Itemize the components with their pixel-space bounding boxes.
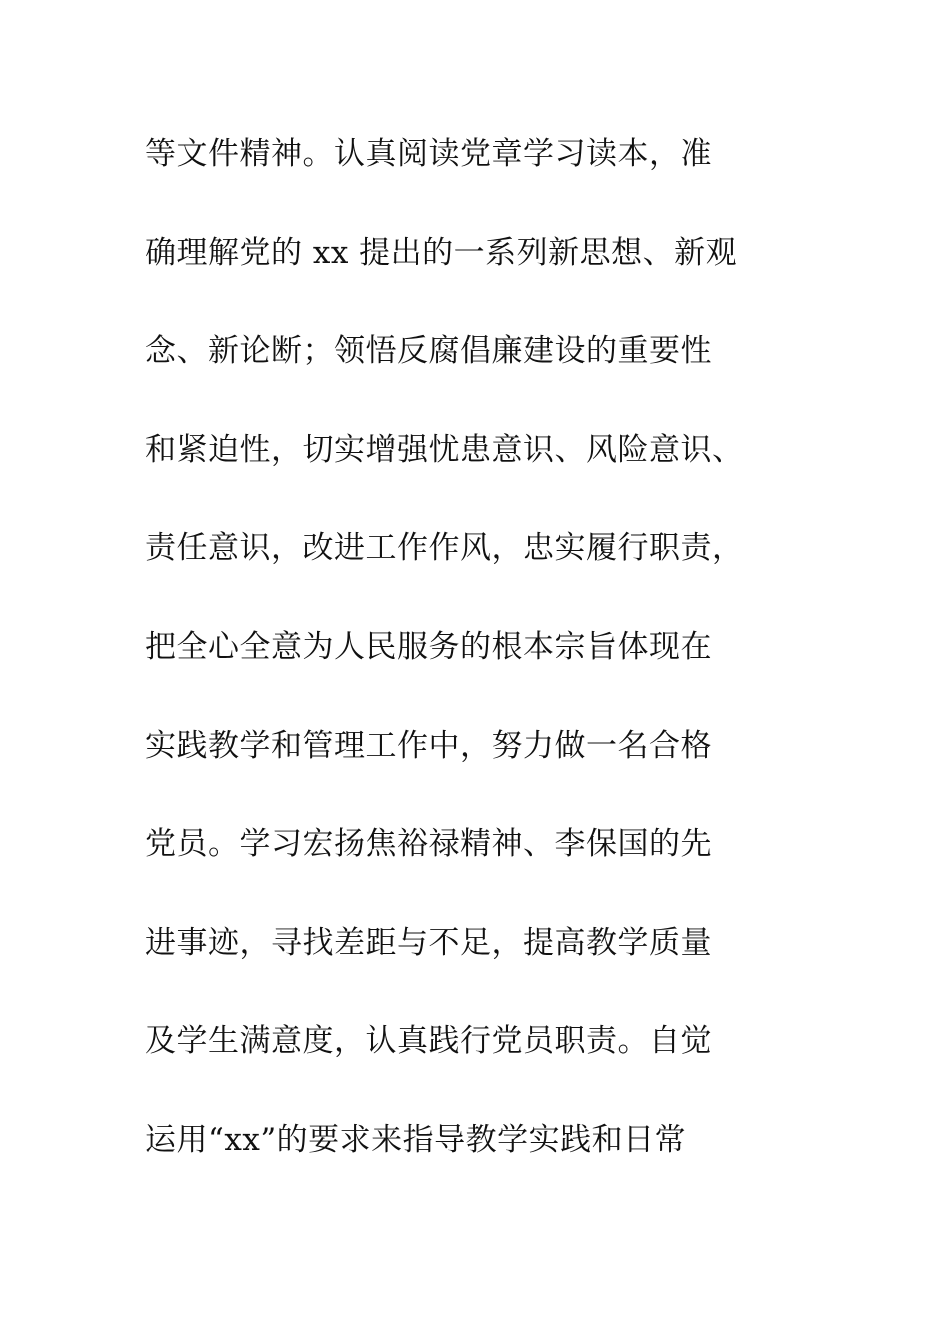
- text-line: 进事迹，寻找差距与不足，提高教学质量: [145, 924, 712, 961]
- text-line: 确理解党的 xx 提出的一系列新思想、新观: [145, 234, 738, 271]
- text-line: 运用“xx”的要求来指导教学实践和日常: [145, 1121, 687, 1158]
- text-line: 和紧迫性，切实增强忧患意识、风险意识、: [145, 431, 744, 468]
- text-line: 等文件精神。认真阅读党章学习读本，准: [145, 136, 712, 172]
- text-line: 及学生满意度，认真践行党员职责。自觉: [145, 1023, 712, 1060]
- text-line: 实践教学和管理工作中，努力做一名合格: [145, 727, 712, 764]
- text-line: 念、新论断；领悟反腐倡廉建设的重要性: [145, 333, 712, 370]
- text-line: 党员。学习宏扬焦裕禄精神、李保国的先: [145, 826, 712, 863]
- text-line: 责任意识，改进工作作风，忠实履行职责，: [145, 530, 744, 567]
- text-line: 把全心全意为人民服务的根本宗旨体现在: [145, 628, 712, 665]
- body-paragraph: [145, 126, 825, 1211]
